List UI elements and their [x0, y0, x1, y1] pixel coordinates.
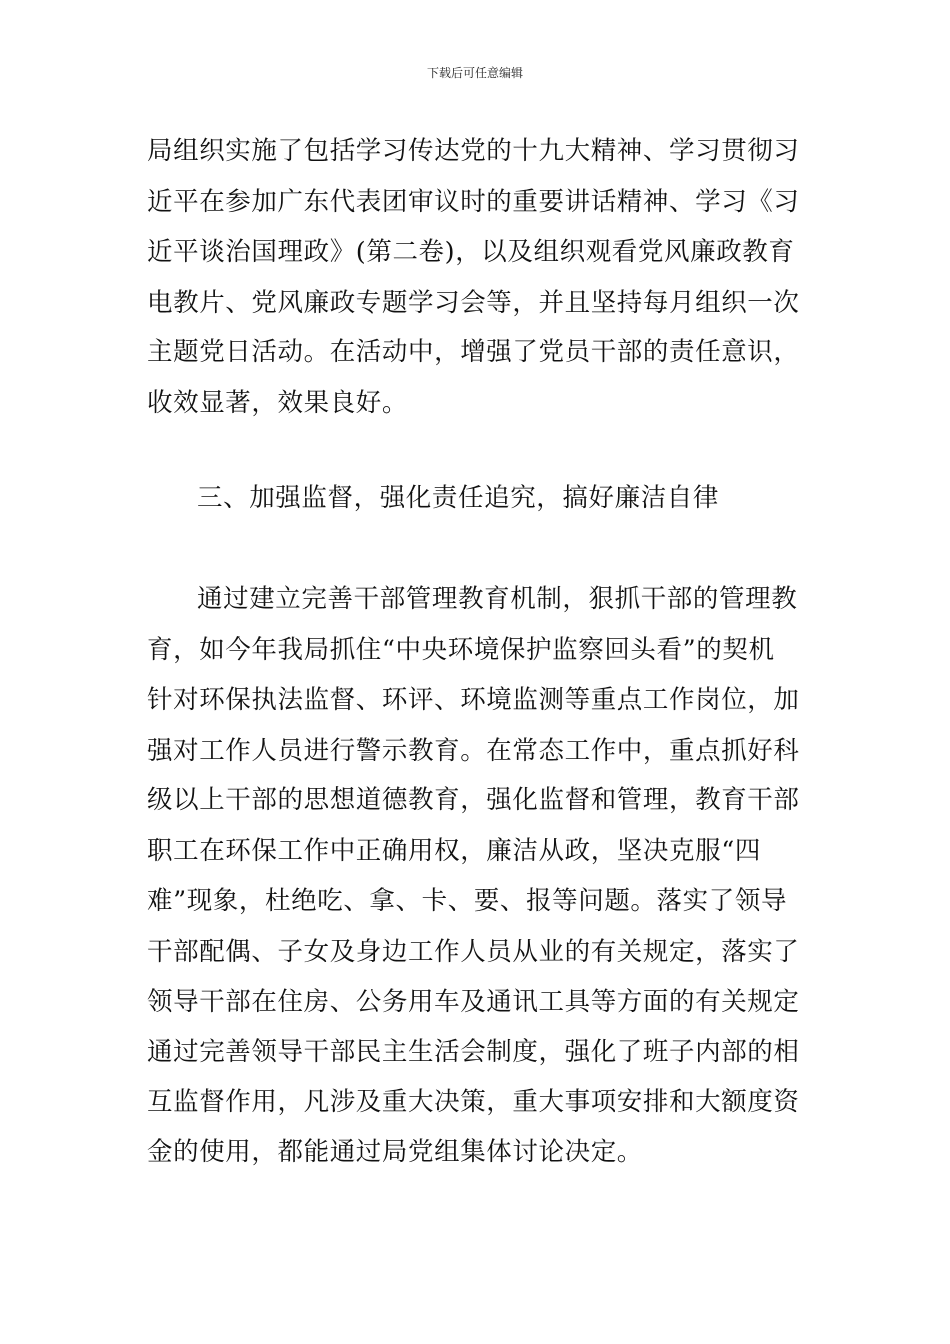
text-line: 强对工作人员进行警示教育。在常态工作中，重点抓好科	[147, 736, 800, 766]
page-header-note: 下载后可任意编辑	[426, 66, 523, 80]
text-line: 近平在参加广东代表团审议时的重要讲话精神、学习《习	[147, 187, 800, 217]
text-line: 领导干部在住房、公务用车及通讯工具等方面的有关规定	[147, 987, 800, 1017]
text-line: 难”现象，杜绝吃、拿、卡、要、报等问题。落实了领导	[147, 886, 788, 916]
text-line: 金的使用，都能通过局党组集体讨论决定。	[147, 1137, 643, 1167]
text-line: 主题党日活动。在活动中，增强了党员干部的责任意识，	[147, 337, 800, 367]
text-line: 职工在环保工作中正确用权，廉洁从政，坚决克服“四	[147, 836, 761, 866]
text-line: 电教片、党风廉政专题学习会等，并且坚持每月组织一次	[147, 288, 800, 318]
text-line: 级以上干部的思想道德教育，强化监督和管理，教育干部	[147, 785, 800, 815]
section-heading: 三、加强监督，强化责任追究，搞好廉洁自律	[197, 483, 720, 513]
text-line: 近平谈治国理政》(第二卷)，以及组织观看党风廉政教育	[147, 237, 795, 267]
text-line: 通过完善领导干部民主生活会制度，强化了班子内部的相	[147, 1037, 800, 1067]
text-line: 针对环保执法监督、环评、环境监测等重点工作岗位，加	[147, 685, 800, 715]
text-line: 育，如今年我局抓住“中央环境保护监察回头看”的契机	[147, 635, 775, 665]
text-line: 局组织实施了包括学习传达党的十九大精神、学习贯彻习	[147, 136, 800, 166]
text-line: 通过建立完善干部管理教育机制，狠抓干部的管理教	[197, 584, 798, 614]
text-line: 干部配偶、子女及身边工作人员从业的有关规定，落实了	[147, 937, 800, 967]
text-line: 互监督作用，凡涉及重大决策，重大事项安排和大额度资	[147, 1087, 800, 1117]
text-line: 收效显著，效果良好。	[147, 388, 409, 418]
